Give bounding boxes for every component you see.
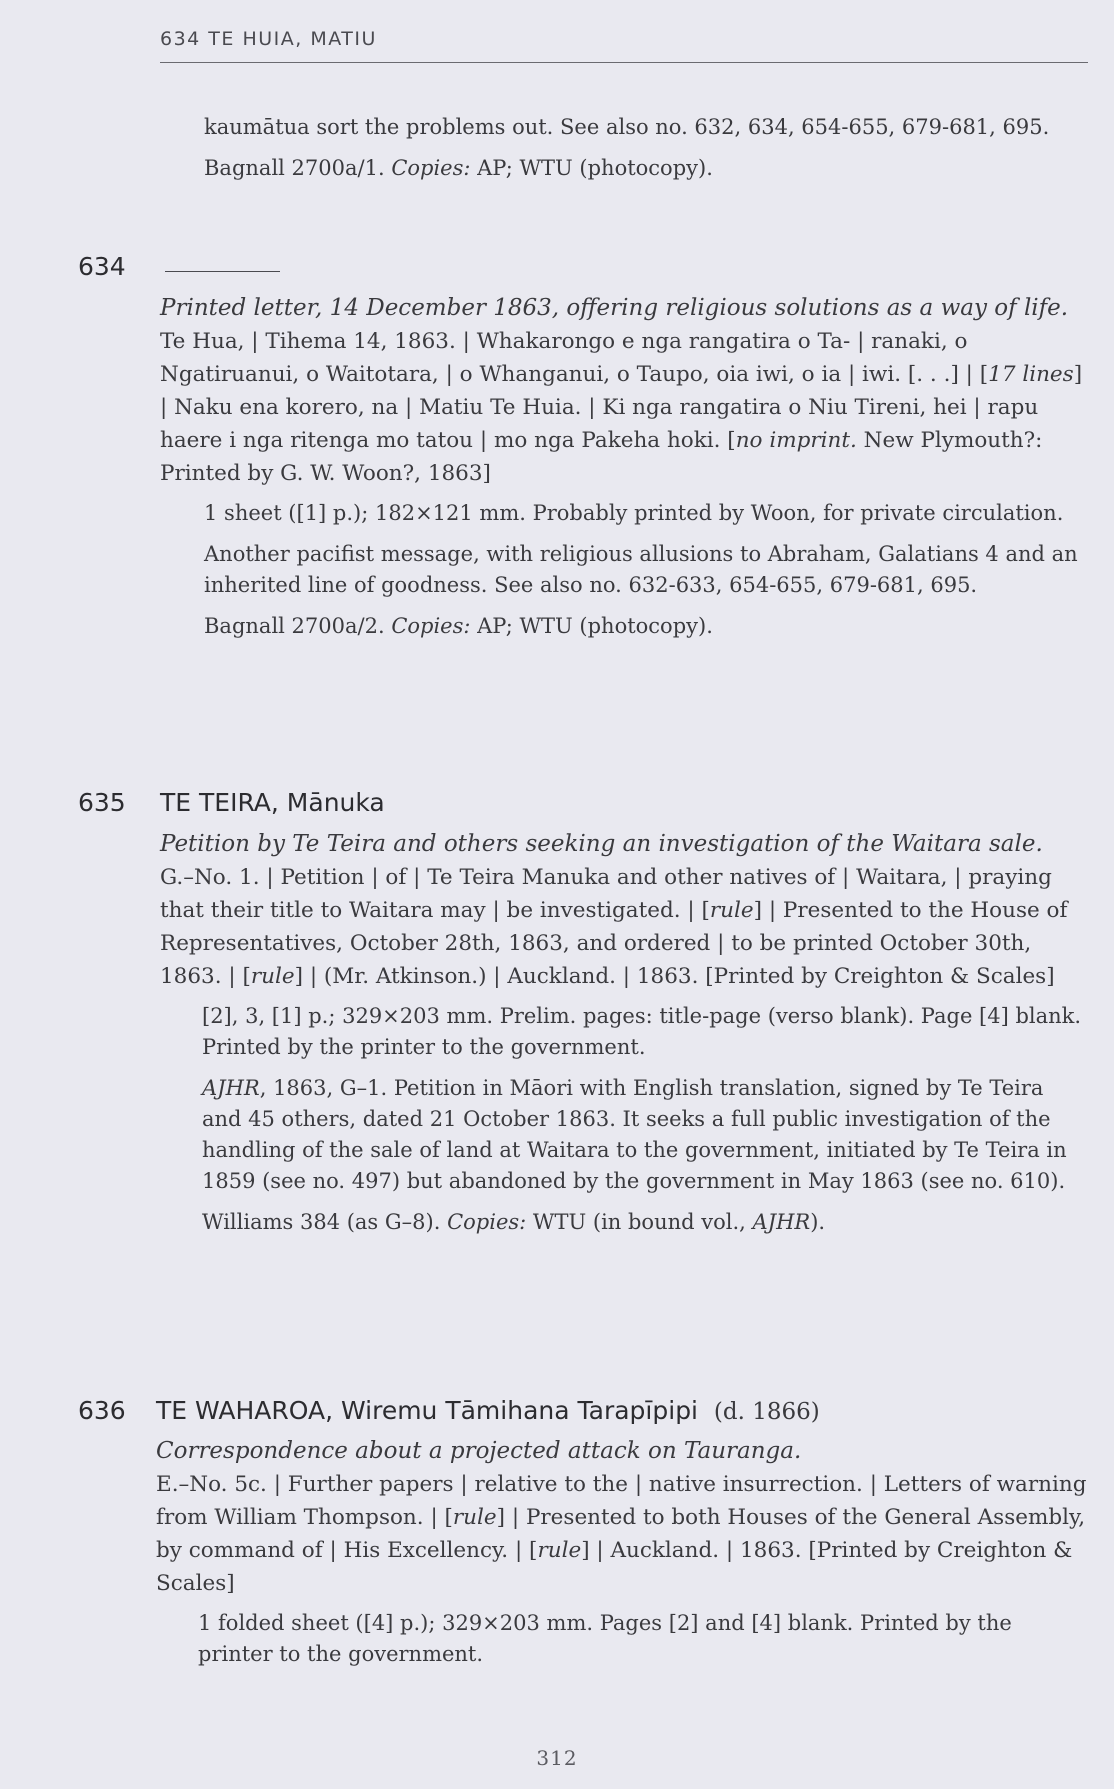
entry-635-collation: [2], 3, [1] p.; 329×203 mm. Prelim. pages: title-page (verso blank). Page [4] blank. Printed by the printer to the government. xyxy=(202,1004,1082,1059)
entry-636-description: Correspondence about a projected attack on Tauranga. xyxy=(156,1438,802,1464)
entry-635-description: Petition by Te Teira and others seeking an investigation of the Waitara sale. xyxy=(160,831,1043,857)
entry-635 xyxy=(160,827,1088,1238)
entry-636-transcription: E.–No. 5c. | Further papers | relative to the | native insurrection. | Letters of warning from William Thompson. | [rule] | Presented to both Houses of the General Assembly, by command of | His Excellency. | [rule] | Auckland. | 1863. [Printed by Creighton & Scales] xyxy=(156,1472,1087,1596)
entry-634-author-dash xyxy=(165,271,280,272)
entry-634-transcription: Te Hua, | Tihema 14, 1863. | Whakarongo e nga rangatira o Ta- | ranaki, o Ngatiruanui, o Waitotara, | o Whanganui, o Taupo, oia iwi, o ia | iwi. [. . .] | [17 lines] | Naku ena korero, na | Matiu Te Huia. | Ki nga rangatira o Niu Tireni, hei | rapu haere i nga ritenga mo tatou | mo nga Pakeha hoki. [no imprint. New Plymouth?: Printed by G. W. Woon?, 1863] xyxy=(160,329,1083,486)
entry-633-notes: kaumātua sort the problems out. See also no. 632, 634, 654-655, 679-681, 695. xyxy=(204,115,1050,139)
header-rule xyxy=(160,62,1088,63)
entry-636-number: 636 xyxy=(78,1396,126,1425)
entry-633-continuation xyxy=(204,112,1088,184)
entry-633-reference: Bagnall 2700a/1. Copies: AP; WTU (photocopy). xyxy=(204,156,713,180)
page-number: 312 xyxy=(536,1746,578,1770)
entry-635-heading: TE TEIRA, Mānuka xyxy=(160,788,385,817)
entry-636-dates: (d. 1866) xyxy=(713,1399,820,1425)
entry-634-note: Another pacifist message, with religious allusions to Abraham, Galatians 4 and an inherited line of goodness. See also no. 632-633, 654-655, 679-681, 695. xyxy=(204,542,1078,597)
running-head: 634 TE HUIA, MATIU xyxy=(160,28,377,50)
entry-634-reference: Bagnall 2700a/2. Copies: AP; WTU (photocopy). xyxy=(204,614,713,638)
entry-634 xyxy=(160,291,1088,642)
entry-635-transcription: G.–No. 1. | Petition | of | Te Teira Manuka and other natives of | Waitara, | praying that their title to Waitara may | be investigated. | [rule] | Presented to the House of Representatives, October 28th, 1863, and ordered | to be printed October 30th, 1863. | [rule] | (Mr. Atkinson.) | Auckland. | 1863. [Printed by Creighton & Scales] xyxy=(160,865,1068,989)
entry-636-collation: 1 folded sheet ([4] p.); 329×203 mm. Pages [2] and [4] blank. Printed by the printer to the government. xyxy=(198,1611,1012,1666)
entry-634-description: Printed letter, 14 December 1863, offering religious solutions as a way of life. xyxy=(160,295,1069,321)
entry-634-number: 634 xyxy=(78,252,126,281)
entry-635-number: 635 xyxy=(78,788,126,817)
entry-635-reference: Williams 384 (as G–8). Copies: WTU (in bound vol., AJHR). xyxy=(202,1210,826,1234)
entry-636 xyxy=(156,1434,1088,1670)
entry-636-heading: TE WAHAROA, Wiremu Tāmihana Tarapīpipi (d. 1866) xyxy=(156,1396,820,1425)
entry-634-collation: 1 sheet ([1] p.); 182×121 mm. Probably printed by Woon, for private circulation. xyxy=(204,501,1064,525)
entry-635-note: AJHR, 1863, G–1. Petition in Māori with English translation, signed by Te Teira and 45 others, dated 21 October 1863. It seeks a full public investigation of the handling of the sale of land at Waitara to the government, initiated by Te Teira in 1859 (see no. 497) but abandoned by the government in May 1863 (see no. 610). xyxy=(202,1076,1067,1193)
